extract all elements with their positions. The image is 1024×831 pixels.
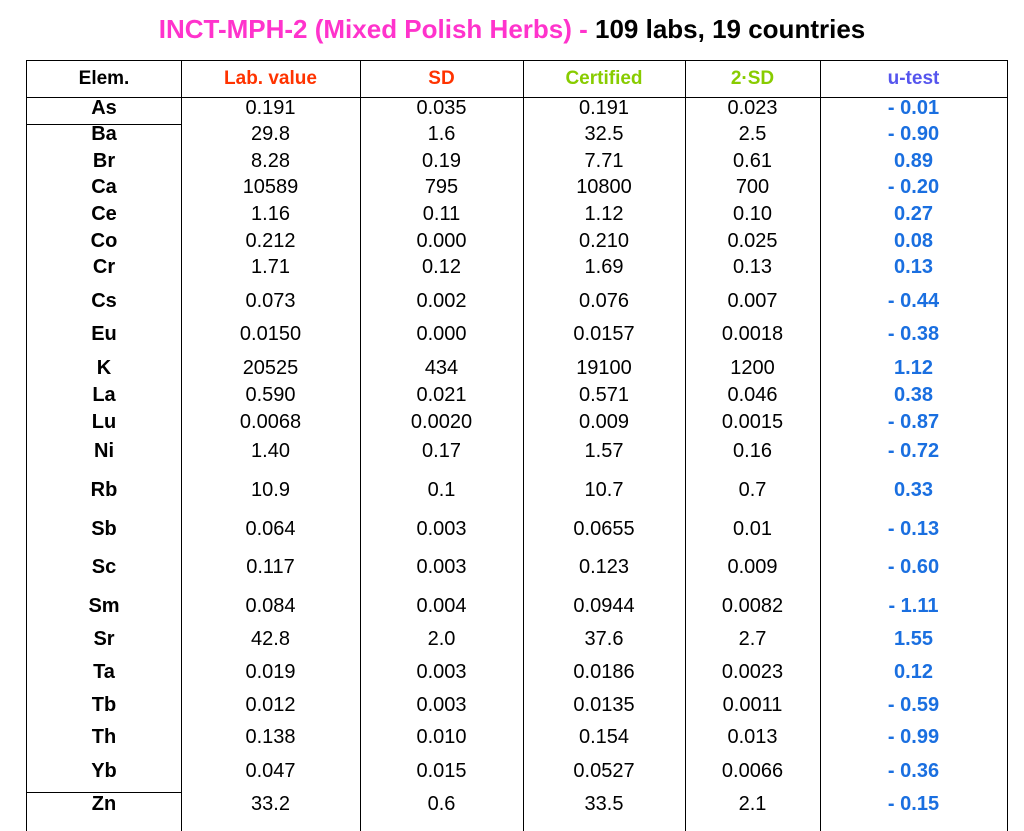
cell-lab-value: 0.590 xyxy=(245,384,296,406)
cell-certified: 32.5 xyxy=(584,123,624,145)
cell-2sd: 0.7 xyxy=(738,479,767,501)
cell-lab-value: 0.212 xyxy=(245,230,296,252)
cell-lab-value: 10589 xyxy=(242,176,299,198)
cell-u-test: - 0.38 xyxy=(887,323,940,345)
table-row xyxy=(27,725,1007,749)
cell-2sd: 0.10 xyxy=(733,203,772,225)
table-row xyxy=(27,660,1007,684)
cell-u-test: - 0.01 xyxy=(887,97,940,119)
cell-lab-value: 33.2 xyxy=(251,793,290,815)
table-row xyxy=(27,356,1007,380)
table-row xyxy=(27,175,1007,199)
table-row xyxy=(27,693,1007,717)
cell-lab-value: 0.064 xyxy=(245,518,296,540)
cell-element: Sm xyxy=(88,595,120,617)
cell-element: Sc xyxy=(91,556,117,578)
cell-2sd: 2.5 xyxy=(738,123,767,145)
cell-2sd: 0.013 xyxy=(727,726,778,748)
cell-certified: 0.0944 xyxy=(573,595,635,617)
cell-u-test: - 0.20 xyxy=(887,176,940,198)
cell-sd: 0.000 xyxy=(416,230,467,252)
cell-lab-value: 0.138 xyxy=(245,726,296,748)
cell-lab-value: 1.40 xyxy=(251,440,290,462)
cell-certified: 10.7 xyxy=(584,479,624,501)
cell-lab-value: 20525 xyxy=(242,357,299,379)
cell-2sd: 0.0018 xyxy=(721,323,784,345)
cell-lab-value: 1.71 xyxy=(251,256,290,278)
cell-element: Rb xyxy=(90,479,118,501)
cell-sd: 0.12 xyxy=(422,256,461,278)
cell-sd: 1.6 xyxy=(427,123,456,145)
cell-element: Zn xyxy=(91,793,117,815)
table-row xyxy=(27,478,1007,502)
table-row xyxy=(27,759,1007,783)
column-header-sd: SD xyxy=(428,68,455,89)
cell-2sd: 0.023 xyxy=(727,97,778,119)
cell-lab-value: 29.8 xyxy=(251,123,290,145)
table-row xyxy=(27,289,1007,313)
cell-lab-value: 0.073 xyxy=(245,290,296,312)
results-table xyxy=(26,60,1008,831)
cell-element: Eu xyxy=(91,323,117,345)
cell-2sd: 700 xyxy=(735,176,770,198)
table-row xyxy=(27,627,1007,651)
cell-u-test: - 0.15 xyxy=(887,793,940,815)
cell-2sd: 0.046 xyxy=(727,384,778,406)
cell-u-test: 0.38 xyxy=(894,384,933,406)
cell-2sd: 0.025 xyxy=(727,230,778,252)
cell-sd: 795 xyxy=(424,176,459,198)
cell-element: Lu xyxy=(91,411,117,433)
cell-element: Sr xyxy=(93,628,115,650)
cell-element: Ca xyxy=(91,176,117,198)
cell-certified: 0.154 xyxy=(578,726,630,748)
cell-element: Ta xyxy=(93,661,115,683)
cell-2sd: 0.0082 xyxy=(721,595,784,617)
cell-sd: 0.003 xyxy=(416,556,467,578)
cell-2sd: 2.7 xyxy=(738,628,767,650)
cell-lab-value: 0.019 xyxy=(245,661,296,683)
table-row xyxy=(27,555,1007,579)
cell-element: Cs xyxy=(91,290,117,312)
cell-certified: 1.12 xyxy=(584,203,624,225)
cell-sd: 0.003 xyxy=(416,661,467,683)
cell-u-test: 0.89 xyxy=(894,150,933,172)
cell-u-test: - 0.90 xyxy=(887,123,940,145)
cell-certified: 1.69 xyxy=(584,256,624,278)
cell-element: Sb xyxy=(91,518,117,540)
cell-sd: 0.6 xyxy=(427,793,456,815)
cell-2sd: 1200 xyxy=(730,357,775,379)
table-row xyxy=(27,255,1007,279)
cell-element: Th xyxy=(91,726,117,748)
table-row xyxy=(27,594,1007,618)
cell-certified: 0.009 xyxy=(578,411,630,433)
cell-lab-value: 0.0068 xyxy=(239,411,302,433)
cell-u-test: - 0.87 xyxy=(887,411,940,433)
cell-u-test: 0.33 xyxy=(894,479,933,501)
cell-u-test: - 0.44 xyxy=(887,290,940,312)
cell-2sd: 0.16 xyxy=(733,440,772,462)
column-header-lab-value: Lab. value xyxy=(224,68,317,89)
cell-u-test: 0.08 xyxy=(894,230,933,252)
cell-lab-value: 0.191 xyxy=(245,97,296,119)
cell-certified: 0.076 xyxy=(578,290,630,312)
cell-element: Ce xyxy=(91,203,117,225)
cell-sd: 0.035 xyxy=(416,97,467,119)
cell-certified: 0.0527 xyxy=(573,760,635,782)
cell-u-test: - 0.99 xyxy=(887,726,940,748)
cell-2sd: 0.009 xyxy=(727,556,778,578)
cell-sd: 0.0020 xyxy=(410,411,473,433)
cell-element: Br xyxy=(92,150,116,172)
cell-element: Cr xyxy=(92,256,116,278)
column-header-elem: Elem. xyxy=(78,68,130,89)
cell-certified: 0.0186 xyxy=(573,661,635,683)
title-material: INCT-MPH-2 (Mixed Polish Herbs) - xyxy=(158,14,595,44)
cell-sd: 0.17 xyxy=(422,440,461,462)
table-row xyxy=(27,322,1007,346)
cell-certified: 37.6 xyxy=(584,628,624,650)
cell-sd: 0.003 xyxy=(416,694,467,716)
table-row xyxy=(27,517,1007,541)
cell-sd: 0.021 xyxy=(416,384,467,406)
table-row xyxy=(27,229,1007,253)
cell-2sd: 0.61 xyxy=(733,150,772,172)
cell-lab-value: 1.16 xyxy=(251,203,290,225)
cell-lab-value: 0.012 xyxy=(245,694,296,716)
cell-sd: 2.0 xyxy=(427,628,456,650)
cell-lab-value: 0.047 xyxy=(245,760,296,782)
cell-element: Co xyxy=(90,230,118,252)
cell-certified: 0.191 xyxy=(578,97,630,119)
cell-certified: 7.71 xyxy=(584,150,624,172)
table-row xyxy=(27,410,1007,434)
cell-lab-value: 42.8 xyxy=(251,628,290,650)
cell-certified: 0.210 xyxy=(578,230,630,252)
column-header-certified: Certified xyxy=(565,68,643,89)
table-row xyxy=(27,96,1007,120)
cell-element: Ni xyxy=(94,440,114,462)
cell-sd: 0.004 xyxy=(416,595,467,617)
cell-element: La xyxy=(92,384,116,406)
cell-sd: 0.19 xyxy=(422,150,461,172)
table-row xyxy=(27,149,1007,173)
cell-u-test: 1.55 xyxy=(894,628,933,650)
cell-lab-value: 8.28 xyxy=(251,150,290,172)
cell-certified: 10800 xyxy=(576,176,632,198)
cell-element: Yb xyxy=(91,760,117,782)
cell-u-test: 1.12 xyxy=(894,357,933,379)
cell-u-test: - 0.36 xyxy=(887,760,940,782)
cell-sd: 0.015 xyxy=(416,760,467,782)
cell-certified: 0.0157 xyxy=(573,323,635,345)
cell-certified: 0.123 xyxy=(578,556,630,578)
cell-2sd: 0.007 xyxy=(727,290,778,312)
cell-sd: 0.1 xyxy=(427,479,456,501)
table-row xyxy=(27,383,1007,407)
cell-lab-value: 0.084 xyxy=(245,595,296,617)
column-header-u-test: u-test xyxy=(887,68,940,89)
cell-certified: 0.571 xyxy=(578,384,630,406)
cell-2sd: 0.0015 xyxy=(721,411,784,433)
cell-sd: 0.000 xyxy=(416,323,467,345)
cell-lab-value: 10.9 xyxy=(251,479,290,501)
cell-2sd: 0.13 xyxy=(733,256,772,278)
cell-sd: 0.11 xyxy=(422,203,461,225)
cell-certified: 19100 xyxy=(576,357,632,379)
cell-element: Tb xyxy=(91,694,117,716)
cell-sd: 0.002 xyxy=(416,290,467,312)
cell-sd: 434 xyxy=(424,357,459,379)
cell-2sd: 0.0066 xyxy=(721,760,784,782)
table-row xyxy=(27,122,1007,146)
cell-element: Ba xyxy=(91,123,117,145)
cell-2sd: 0.0011 xyxy=(722,694,783,716)
cell-certified: 0.0655 xyxy=(573,518,635,540)
column-header-2sd: 2·SD xyxy=(730,68,775,89)
cell-lab-value: 0.0150 xyxy=(239,323,302,345)
cell-2sd: 0.0023 xyxy=(721,661,784,683)
cell-u-test: 0.27 xyxy=(894,203,933,225)
table-row xyxy=(27,202,1007,226)
cell-u-test: - 0.13 xyxy=(887,518,940,540)
cell-element: As xyxy=(91,97,117,119)
table-row xyxy=(27,439,1007,463)
cell-certified: 0.0135 xyxy=(573,694,635,716)
cell-u-test: - 1.11 xyxy=(888,595,939,617)
cell-u-test: 0.13 xyxy=(894,256,933,278)
cell-u-test: - 0.60 xyxy=(887,556,940,578)
cell-u-test: - 0.59 xyxy=(887,694,940,716)
cell-element: K xyxy=(96,357,112,379)
table-row xyxy=(27,792,1007,816)
cell-sd: 0.010 xyxy=(416,726,467,748)
cell-u-test: 0.12 xyxy=(894,661,933,683)
cell-2sd: 2.1 xyxy=(738,793,767,815)
cell-certified: 1.57 xyxy=(584,440,624,462)
cell-lab-value: 0.117 xyxy=(246,556,295,578)
cell-2sd: 0.01 xyxy=(733,518,772,540)
title-labs-countries: 109 labs, 19 countries xyxy=(595,14,866,44)
cell-certified: 33.5 xyxy=(584,793,624,815)
cell-u-test: - 0.72 xyxy=(887,440,940,462)
page-title xyxy=(0,14,1024,45)
cell-sd: 0.003 xyxy=(416,518,467,540)
